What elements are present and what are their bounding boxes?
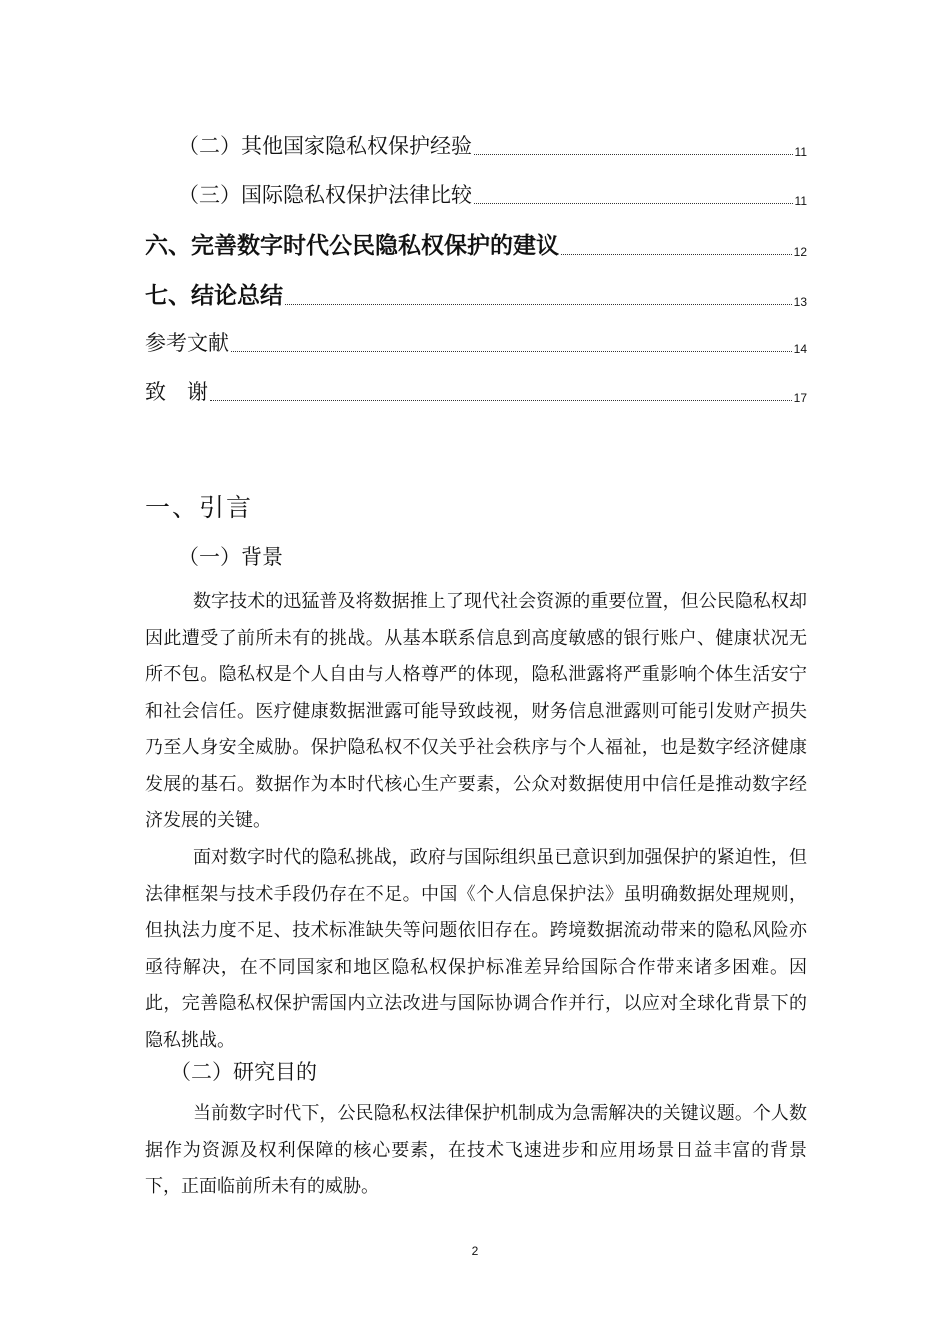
toc-entry-title: 六、完善数字时代公民隐私权保护的建议: [145, 233, 559, 259]
toc-entry[interactable]: [178, 179, 807, 209]
toc-entry-title: （三）国际隐私权保护法律比较: [178, 183, 472, 207]
toc-entry-title: 七、结论总结: [145, 283, 283, 309]
toc-entry[interactable]: [145, 376, 807, 406]
toc-leader: [285, 303, 792, 305]
body-paragraph: 数字技术的迅猛普及将数据推上了现代社会资源的重要位置，但公民隐私权却因此遭受了前所未有的挑战。从基本联系信息到高度敏感的银行账户、健康状况无所不包。隐私权是个人自由与人格尊严的体现，隐私泄露将严重影响个体生活安宁和社会信任。医疗健康数据泄露可能导致歧视，财务信息泄露则可能引发财产损失乃至人身安全威胁。保护隐私权不仅关乎社会秩序与个人福祉，也是数字经济健康发展的基石。数据作为本时代核心生产要素，公众对数据使用中信任是推动数字经济发展的关键。: [145, 591, 807, 831]
toc-entry-page: 14: [793, 342, 807, 356]
toc-entry[interactable]: [145, 277, 807, 310]
toc-entry-page: 13: [793, 295, 807, 309]
toc-entry[interactable]: [178, 130, 807, 160]
page-number: 2: [471, 1244, 479, 1258]
toc-entry-page: 12: [793, 245, 807, 259]
toc-entry-page: 11: [794, 194, 807, 208]
toc-leader: [561, 253, 792, 255]
toc-leader: [231, 350, 792, 352]
section-heading: 一、引言: [145, 493, 254, 522]
toc-entry-page: 11: [794, 145, 807, 159]
toc-leader: [474, 153, 793, 155]
toc-entry-page: 17: [793, 391, 807, 405]
subsection-heading-background: （一）背景: [178, 545, 283, 569]
body-paragraph: 当前数字时代下，公民隐私权法律保护机制成为急需解决的关键议题。个人数据作为资源及权利保障的核心要素，在技术飞速进步和应用场景日益丰富的背景下，正面临前所未有的威胁。: [145, 1103, 807, 1197]
toc-leader: [210, 399, 792, 401]
toc-entry-title: 参考文献: [145, 331, 229, 355]
subsection-heading-purpose: （二）研究目的: [170, 1060, 317, 1084]
toc-leader: [474, 202, 793, 204]
body-paragraph: 面对数字时代的隐私挑战，政府与国际组织虽已意识到加强保护的紧迫性，但法律框架与技术手段仍存在不足。中国《个人信息保护法》虽明确数据处理规则，但执法力度不足、技术标准缺失等问题依旧存在。跨境数据流动带来的隐私风险亦亟待解决，在不同国家和地区隐私权保护标准差异给国际合作带来诸多困难。因此，完善隐私权保护需国内立法改进与国际协调合作并行，以应对全球化背景下的隐私挑战。: [145, 847, 807, 1051]
toc-entry[interactable]: [145, 227, 807, 260]
toc-entry-title: 致 谢: [145, 380, 208, 404]
toc-entry[interactable]: [145, 327, 807, 357]
toc-entry-title: （二）其他国家隐私权保护经验: [178, 134, 472, 158]
